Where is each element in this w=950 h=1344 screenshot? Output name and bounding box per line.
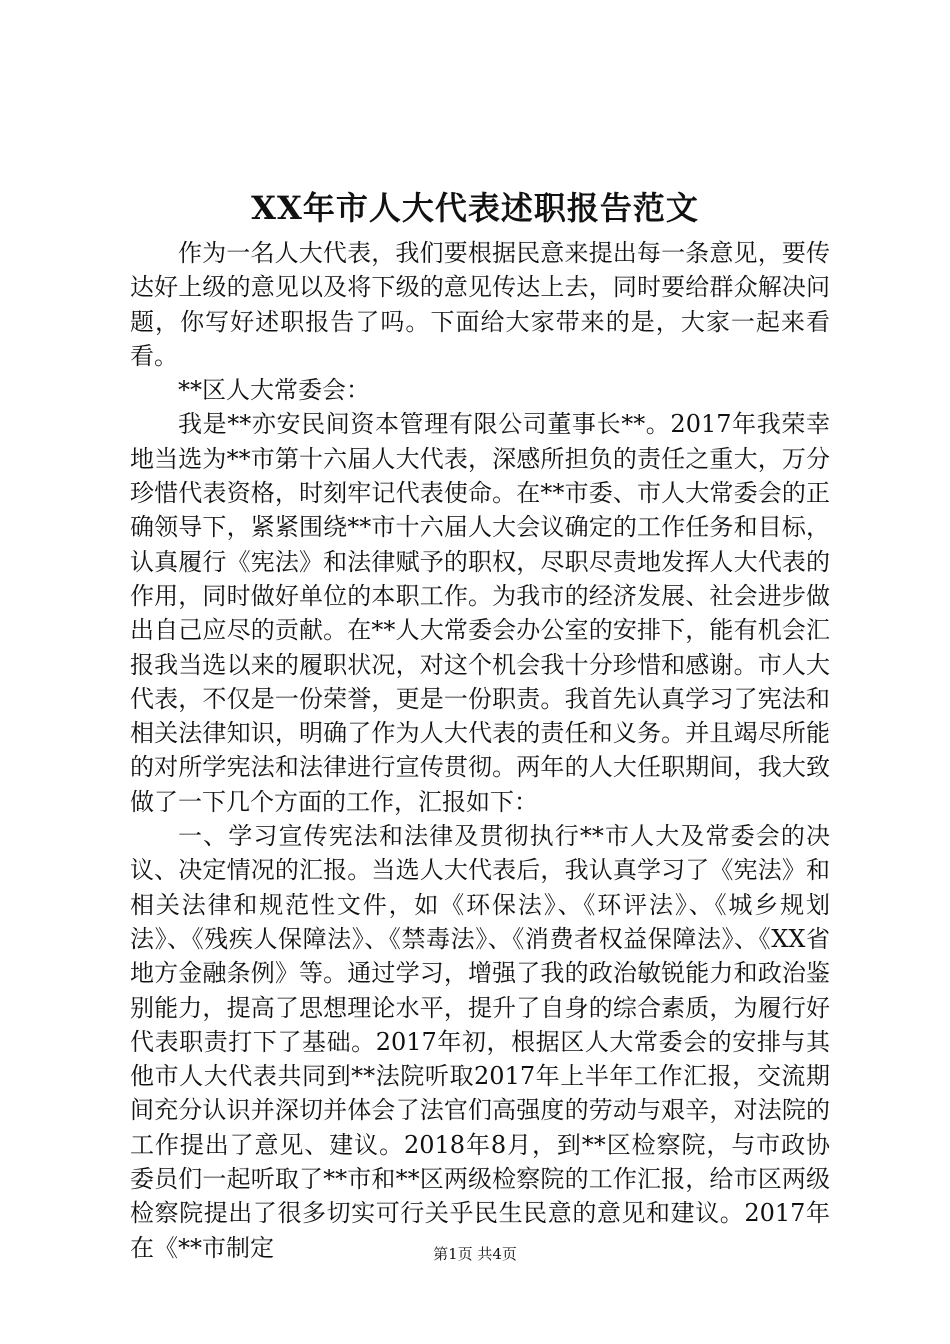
salutation-paragraph: **区人大常委会： [178,376,370,405]
section-one-paragraph: 一、学习宣传宪法和法律及贯彻执行**市人大及常委会的决议、决定情况的汇报。当选人大代表后，我认真学习了《宪法》和相关法律和规范性文件，如《环保法》、《环评法》、《城乡规划法》、《残疾人保障法》、《禁毒法》、《消费者权益保障法》、《XX省地方金融条例》等。通过学习，增强了我的政治敏锐能力和政治鉴别能力，提高了思想理论水平，提升了自身的综合素质，为履行好代表职责打下了基础。2017年初，根据区人大常委会的安排与其他市人大代表共同到**法院听取2017年上半年工作汇报，交流期间充分认识并深切并体会了法官们高强度的劳动与艰辛，对法院的工作提出了意见、建议。2018年8月，到**区检察院，与市政协委员们一起听取了**市和**区两级检察院的工作汇报，给市区两级检察院提出了很多切实可行关乎民生民意的意见和建议。2017年在《**市制定 [130,822,830,1262]
document-body [130,236,830,1265]
body-paragraph: 我是**亦安民间资本管理有限公司董事长**。2017年我荣幸地当选为**市第十六届人大代表，深感所担负的责任之重大，万分珍惜代表资格，时刻牢记代表使命。在**市委、市人大常委会的正确领导下，紧紧围绕**市十六届人大会议确定的工作任务和目标，认真履行《宪法》和法律赋予的职权，尽职尽责地发挥人大代表的作用，同时做好单位的本职工作。为我市的经济发展、社会进步做出自己应尽的贡献。在**人大常委会办公室的安排下，能有机会汇报我当选以来的履职状况，对这个机会我十分珍惜和感谢。市人大代表，不仅是一份荣誉，更是一份职责。我首先认真学习了宪法和相关法律知识，明确了作为人大代表的责任和义务。并且竭尽所能的对所学宪法和法律进行宣传贯彻。两年的人大任职期间，我大致做了一下几个方面的工作，汇报如下： [130,410,830,816]
document-title: XX年市人大代表述职报告范文 [251,189,699,227]
intro-paragraph: 作为一名人大代表，我们要根据民意来提出每一条意见，要传达好上级的意见以及将下级的意见传达上去，同时要给群众解决问题，你写好述职报告了吗。下面给大家带来的是，大家一起来看看。 [130,239,830,370]
page-footer: 第1页 共4页 [433,1245,517,1263]
